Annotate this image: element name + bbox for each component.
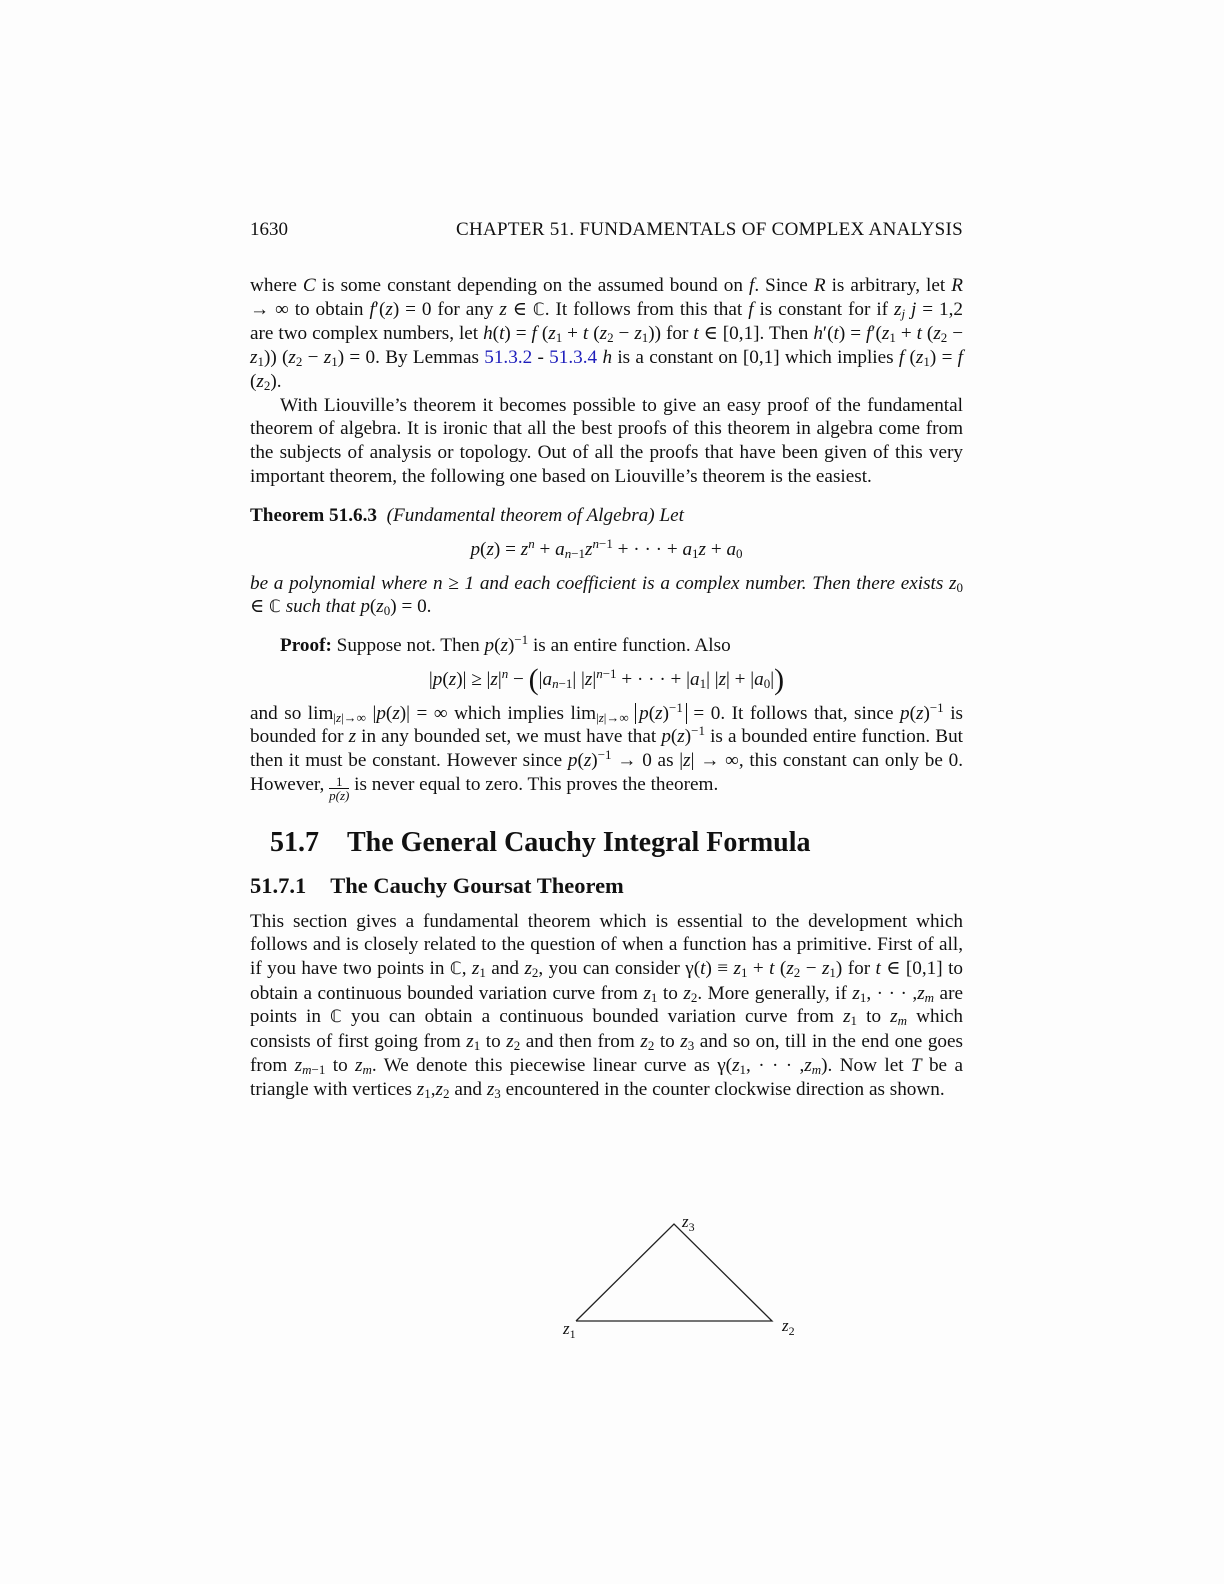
equation-inequality: $|p(z)| \ge |z|^n - (|a_{n-1}|$ $|z|^{n-1}$ + · · · + $|a_1|$ $|z| + |a_0|$) xyxy=(428,662,785,696)
theorem-label: Theorem 51.6.3 xyxy=(250,505,378,527)
fraction-one-over-p: $\frac{1}{p(z)}$ xyxy=(329,773,350,803)
vertex-label-z2: $z_2$ xyxy=(782,1316,795,1338)
theorem-statement: Theorem 51.6.3 (Fundamental theorem of Algebra) Let xyxy=(250,505,684,527)
chapter-title: CHAPTER 51. FUNDAMENTALS OF COMPLEX ANALYSIS xyxy=(456,219,963,240)
section-heading: 51.7 The General Cauchy Integral Formula xyxy=(270,826,811,858)
vertex-label-z1: $z_1$ xyxy=(563,1319,576,1341)
lemma-link-51-3-4[interactable]: 51.3.4 xyxy=(549,347,598,369)
triangle-figure xyxy=(560,1205,810,1345)
proof-start: Proof: Suppose not. Then $p(z)^{-1}$ is an entire function. Also xyxy=(280,632,731,657)
paragraph-fundamental-theorem-intro: With Liouville’s theorem it becomes possible to give an easy proof of the fundamental theorem of algebra. It is ironic that all the best proofs of this theorem in algebra come from the subjects of analysis or topology. Out of all the proofs that have been given of this very important theorem, the following one based on Liouville’s theorem is the easiest. xyxy=(250,394,963,487)
lemma-link-51-3-2[interactable]: 51.3.2 xyxy=(484,347,533,369)
theorem-continuation: be a polynomial where n ≥ 1 and each coefficient is a complex number. Then there exists $z_0$ ∈ ℂ such that $p(z_0) = 0$. xyxy=(250,572,964,619)
body-text xyxy=(250,274,963,1101)
proof-label: Proof: xyxy=(280,635,332,657)
paragraph-cauchy-goursat: This section gives a fundamental theorem which is essential to the development which follows and is closely related to the question of when a function has a primitive. First of all, if you have two points in ℂ, $z_1$ and $z_2$, you can consider $\gamma(t) \equiv z_1 + t$ $(z_2 - z_1)$ for t ∈ [0,1] to obtain a continuous bounded variation curve from $z_1$ to $z_2$. More generally, if $z_1$, · · · $,z_m$ are points in ℂ you can obtain a continuous bounded variation curve from $z_1$ to $z_m$ which consists of first going from $z_1$ to $z_2$ and then from $z_2$ to $z_3$ and so on, till in the end one goes from $z_{m-1}$ to $z_m$. We denote this piecewise linear curve as $\gamma(z_1$, · · · $,z_m$). Now let T be a triangle with vertices $z_1,z_2$ and $z_3$ encountered in the counter clockwise direction as shown. xyxy=(250,910,963,1101)
subsection-heading: 51.7.1 The Cauchy Goursat Theorem xyxy=(250,872,624,898)
proof-continuation: and so $\lim_{|z|\to\infty} |p(z)|$ = ∞ which implies $\lim_{|z|\to\infty} p(z)^{-1} = 0$. It follows that, since $p(z)^{-1}$ is bounded for z in any bounded set, we must have that $p(z)^{-1}$ is a bounded entire function. But then it must be constant. However since $p(z)^{-1} \to 0$ as |z| → ∞, this constant can only be 0. However, $\frac{1}{p(z)}$ is never equal to zero. This proves the theorem. xyxy=(250,699,964,803)
paragraph-liouville-end: where C is some constant depending on the assumed bound on f. Since R is arbitrary, let R → ∞ to obtain f′(z) = 0 for any z ∈ ℂ. It follows from this that f is constant for if $z_j$ j = 1,2 are two complex numbers, let h(t) = f ($z_1 + t$ $(z_2 - z_1)$) for t ∈ [0,1]. Then $h'(t) = f'(z_1 + t$ $(z_2 - z_1)$) $(z_2 - z_1) = 0$. By Lemmas 51.3.2 - 51.3.4 h is a constant on [0,1] which implies f $(z_1) = f$ $(z_2)$. xyxy=(250,275,964,393)
equation-polynomial: $p(z) = z^n + a_{n-1}z^{n-1}$ + · · · + $a_1z + a_0$ xyxy=(470,536,743,562)
vertex-label-z3: $z_3$ xyxy=(682,1212,695,1234)
page-number: 1630 xyxy=(250,219,288,240)
triangle-outline xyxy=(576,1224,772,1321)
running-head xyxy=(250,219,963,241)
triangle-diagram xyxy=(560,1205,810,1345)
